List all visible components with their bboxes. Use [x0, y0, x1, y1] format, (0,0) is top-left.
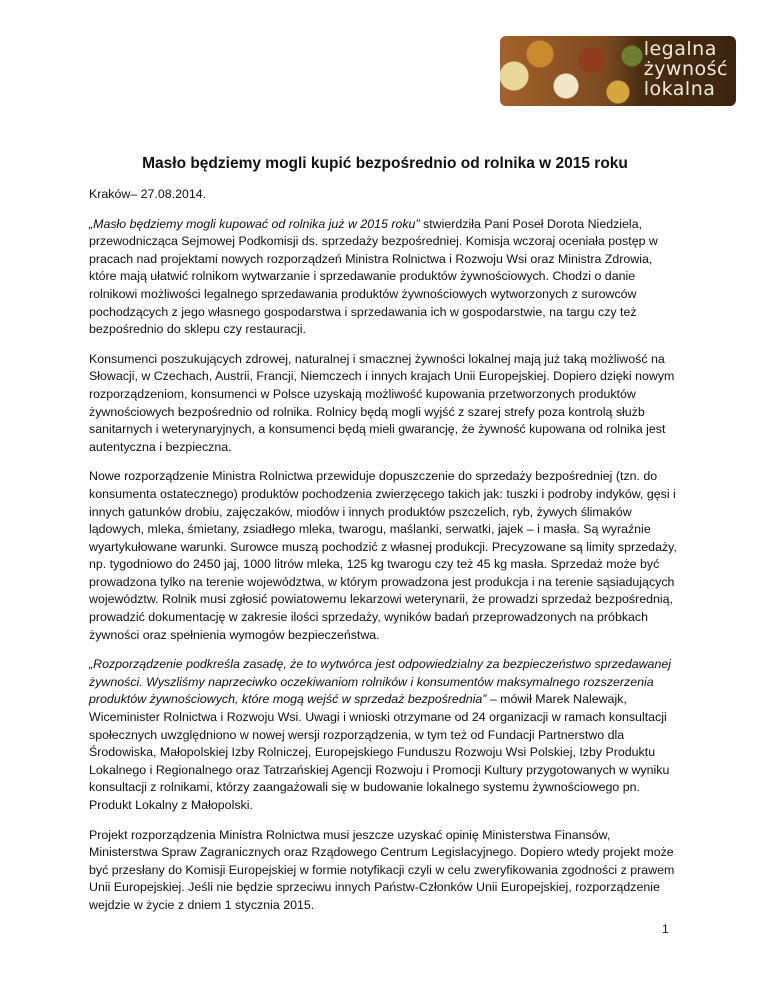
document-title: Masło będziemy mogli kupić bezpośrednio od rolnika w 2015 roku [142, 155, 628, 172]
paragraph-3: Nowe rozporządzenie Ministra Rolnictwa przewiduje dopuszczenie do sprzedaży bezpośredniej (tzn. do konsumenta ostatecznego) produktów pochodzenia zwierzęcego takich jak: tuszki i podroby indyków, gęsi i innych gatunków drobiu, zajęczaków, miodów i innych produktów pszczelich, ryb, żywych ślimaków lądowych, mleka, śmietany, zsiadłego mleka, twarogu, maślanki, serwatki, jajek – i masła. Są wyraźnie wyartykułowane warunki. Surowce muszą pochodzić z własnej produkcji. Precyzowane są limity sprzedaży, np. tygodniowo do 2450 jaj, 1000 litrów mleka, 125 kg twarogu czy też 45 kg masła. Sprzedaż może być prowadzona tylko na terenie województwa, w którym prowadzona jest produkcja i na terenie sąsiadujących województw. Rolnik musi zgłosić powiatowemu lekarzowi weterynarii, że prowadzi sprzedaż bezpośrednią, prowadzić dokumentację w zakresie ilości sprzedaży, wyników badań przeprowadzonych na próbkach żywności oraz spełnienia wymogów bezpieczeństwa. [89, 469, 677, 642]
logo [500, 36, 736, 106]
date-line: Kraków– 27.08.2014. [89, 187, 207, 201]
logo-line-2: żywność [643, 58, 728, 80]
paragraph-4-text: – mówił Marek Nalewajk, Wiceminister Rolnictwa i Rozwoju Wsi. Uwagi i wnioski otrzymane od 24 organizacji w ramach konsultacji społecznych uwzględniono w nowej wersji rozporządzenia, w tym też od Fundacji Partnerstwo dla Środowiska, Małopolskiej Izby Rolniczej, Europejskiego Funduszu Rozwoju Wsi Polskiej, Izby Produktu Lokalnego i Regionalnego oraz Tatrzańskiej Agencji Rozwoju i Promocji Kultury przygotowanych w wyniku konsultacji z rolnikami, którzy zaangażowali się w budowanie lokalnego systemu żywnościowego pn. Produkt Lokalny z Małopolski. [89, 692, 670, 812]
logo-line-3: lokalna [643, 78, 716, 100]
paragraph-1-text: stwierdziła Pani Poseł Dorota Niedziela, przewodnicząca Sejmowej Podkomisji ds. sprzedaży bezpośredniej. Komisja wczoraj oceniała postęp w pracach nad projektami nowych rozporządzeń Ministra Rolnictwa i Rozwoju Wsi oraz Ministra Zdrowia, które mają ułatwić rolnikom wytwarzanie i sprzedawanie produktów żywnościowych. Chodzi o danie rolnikowi możliwości legalnego sprzedawania produktów żywnościowych wytworzonych z surowców pochodzących z jego własnego gospodarstwa i sprzedawania ich w gospodarstwie, na targu czy też bezpośrednio do sklepu czy restauracji. [89, 216, 658, 337]
paragraph-1 [89, 216, 681, 339]
page-number: 1 [662, 922, 669, 936]
paragraph-4 [89, 656, 681, 814]
paragraph-5: Projekt rozporządzenia Ministra Rolnictwa musi jeszcze uzyskać opinię Ministerstwa Finansów, Ministerstwa Spraw Zagranicznych oraz Rządowego Centrum Legislacyjnego. Dopiero wtedy projekt może być przesłany do Komisji Europejskiej w formie notyfikacji czyli w celu zweryfikowania zgodności z prawem Unii Europejskiej. Jeśli nie będzie sprzeciwu innych Państw-Członków Unii Europejskiej, rozporządzenie wejdzie w życie z dniem 1 stycznia 2015. [89, 827, 675, 912]
quote-2: „Rozporządzenie podkreśla zasadę, że to wytwórca jest odpowiedzialny za bezpieczeństwo sprzedawanej żywności. Wyszliśmy naprzeciwko oczekiwaniom rolników i konsumentów maksymalnego rozszerzenia produktów żywnościowych, które mogą wejść w sprzedaż bezpośrednia” [89, 657, 671, 707]
document-body [89, 154, 681, 927]
quote-1: „Masło będziemy mogli kupować od rolnika już w 2015 roku” [89, 216, 420, 231]
paragraph-2: Konsumenci poszukujących zdrowej, naturalnej i smacznej żywności lokalnej mają już taką możliwość na Słowacji, w Czechach, Austrii, Francji, Niemczech i innych krajach Unii Europejskiej. Dopiero dzięki nowym rozporządzeniom, konsumenci w Polsce uzyskają możliwość kupowania przetworzonych produktów żywnościowych bezpośrednio od rolnika. Rolnicy będą mogli wyjść z szarej strefy poza kontrolą służb sanitarnych i weterynaryjnych, a konsumenci będą mieli gwarancję, że żywność kupowana od rolnika jest autentyczna i bezpieczna. [89, 351, 675, 454]
logo-line-1: legalna [643, 38, 717, 60]
logo-text [644, 39, 728, 99]
